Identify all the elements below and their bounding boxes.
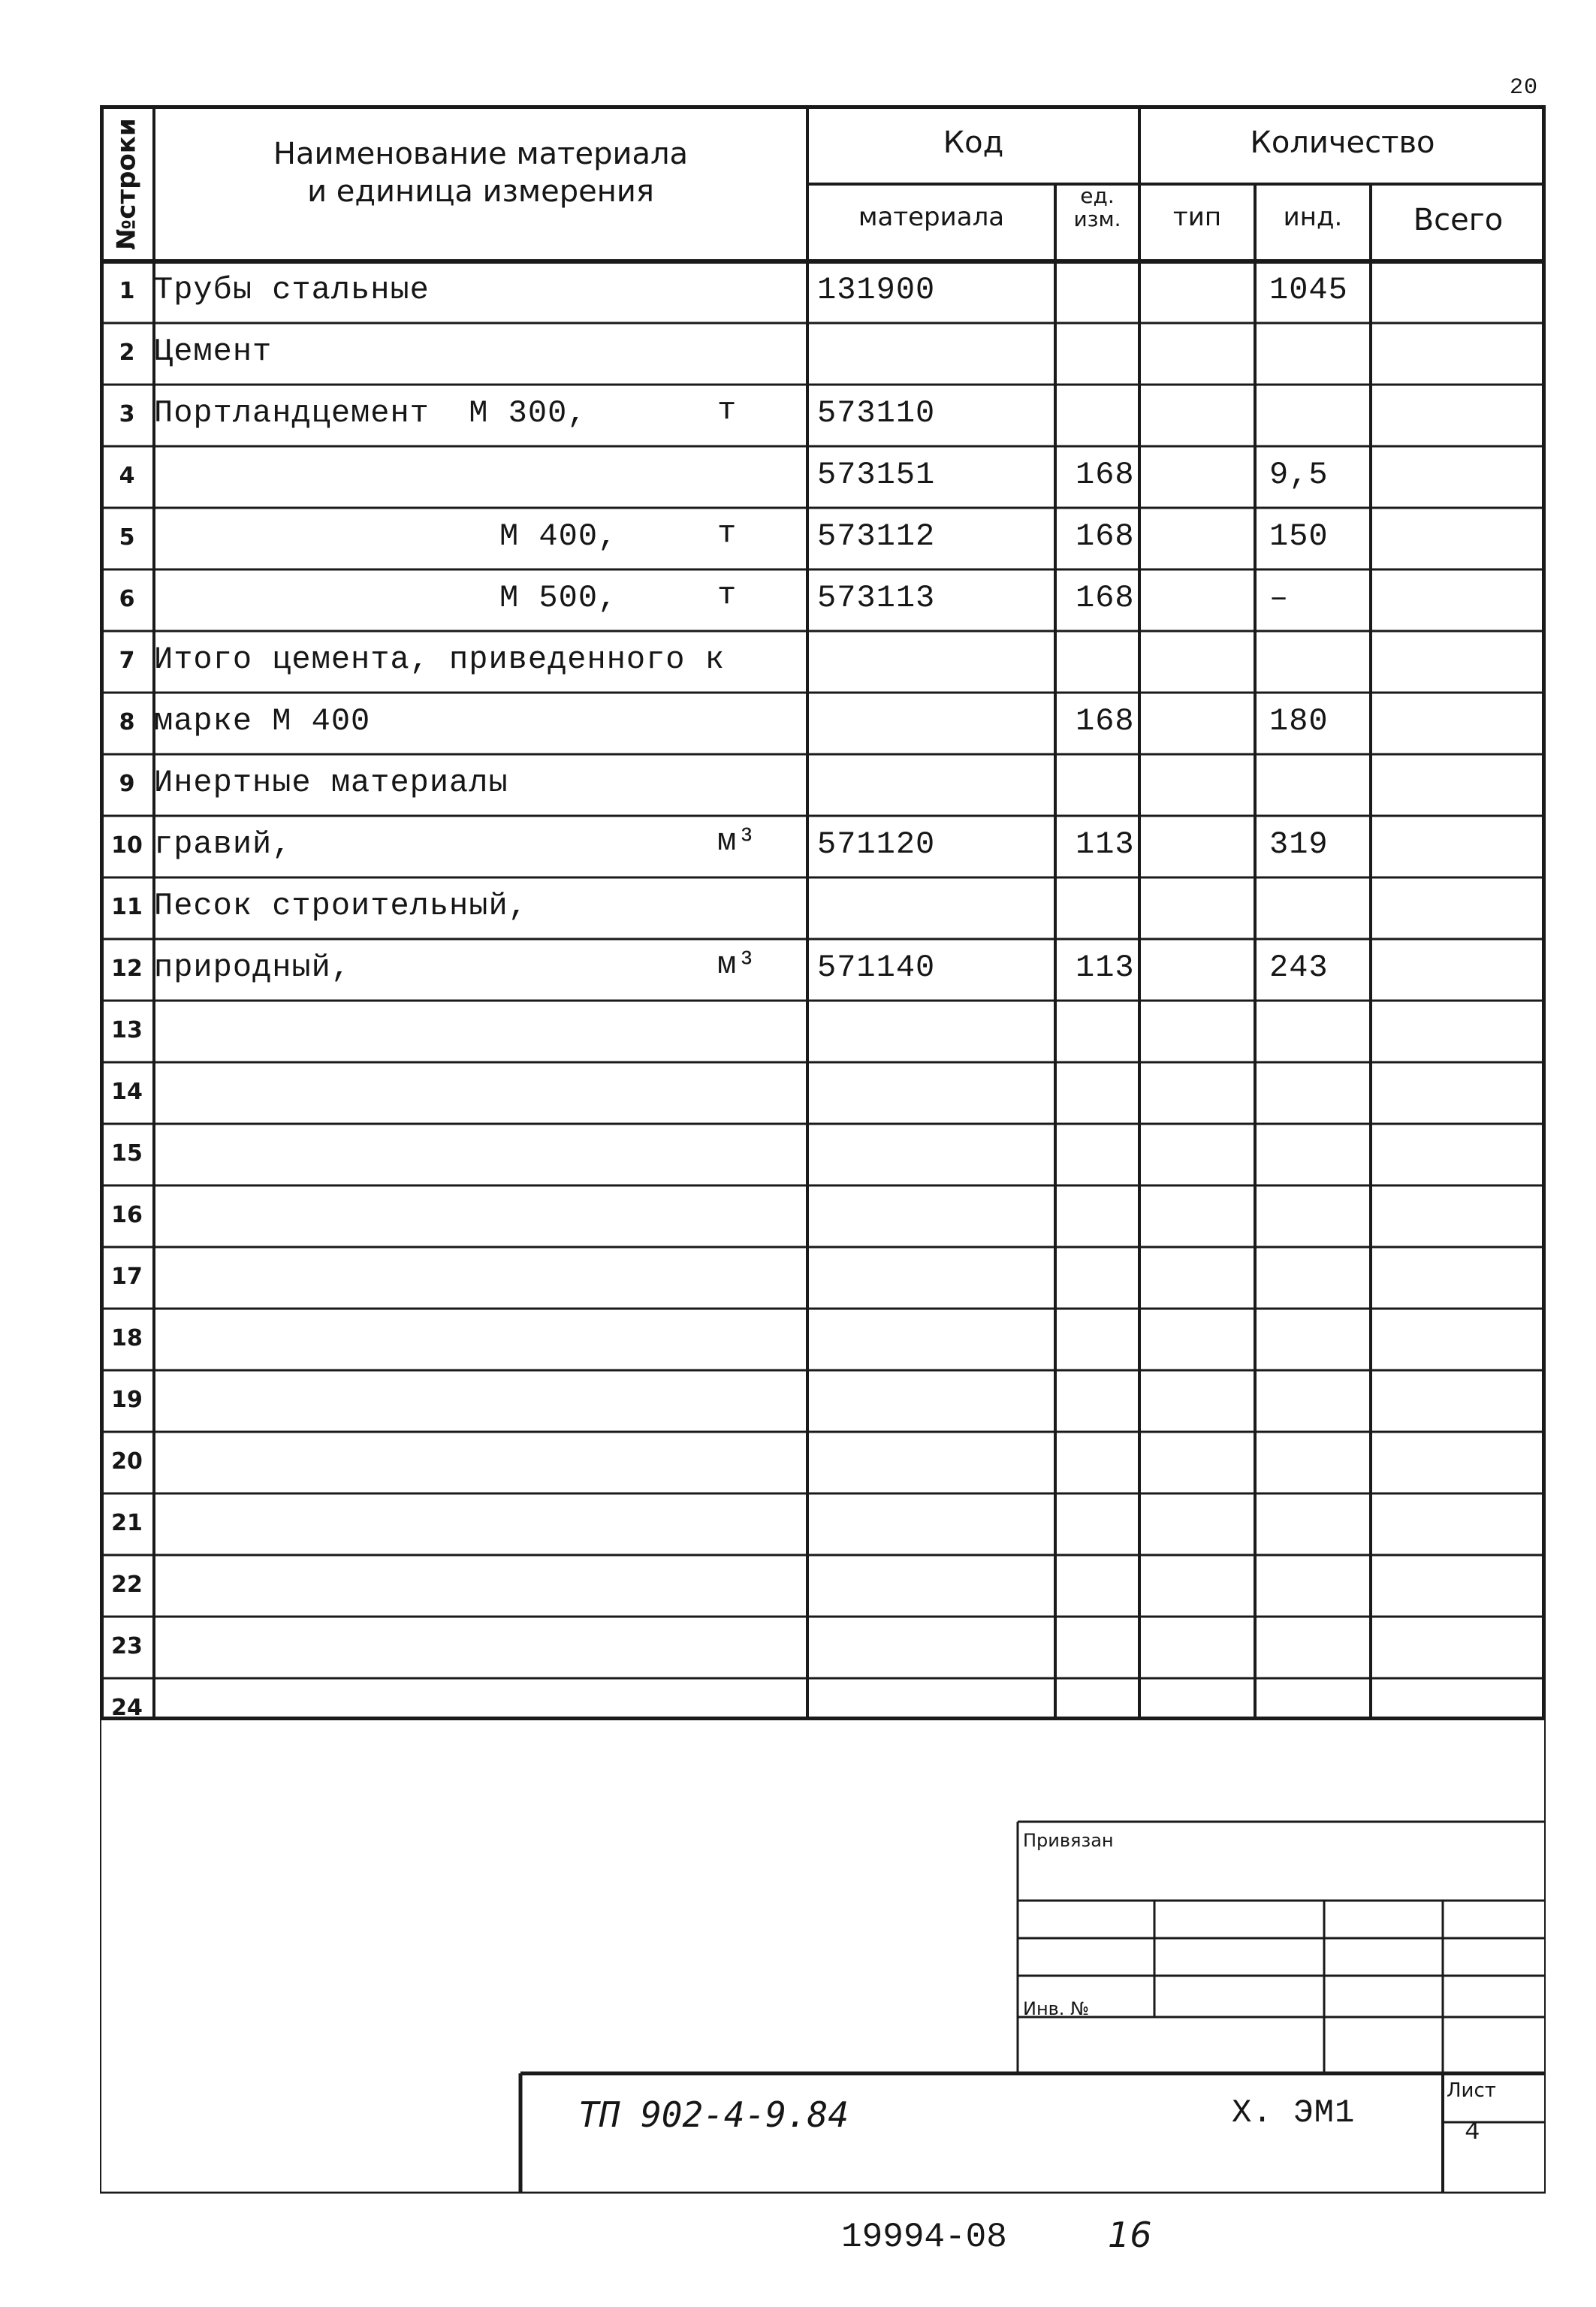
cell-code: 131900 — [817, 272, 936, 308]
row-number: 15 — [111, 1140, 143, 1167]
row-number: 23 — [111, 1633, 143, 1659]
row-number: 3 — [119, 401, 135, 427]
header-row-number: №строки — [112, 118, 142, 250]
table-row — [0, 1617, 1596, 1678]
table-row — [0, 1432, 1596, 1493]
cell-ed: 168 — [1076, 518, 1135, 554]
header-name-line2: и единица измерения — [307, 174, 654, 209]
header-quantity: Количество — [1250, 125, 1435, 160]
section-code: Х. ЭМ1 — [1232, 2094, 1356, 2132]
table-row — [0, 877, 1596, 939]
cell-ind: – — [1269, 580, 1290, 616]
cell-ed: 168 — [1076, 703, 1135, 739]
cell-code: 573151 — [817, 457, 936, 493]
header-qty-type: тип — [1172, 202, 1222, 232]
corner-mark: 20 — [1510, 75, 1539, 101]
cell-unit: м³ — [717, 947, 757, 983]
table-row — [0, 816, 1596, 877]
cell-ind: 180 — [1269, 703, 1329, 739]
cell-ind: 150 — [1269, 518, 1329, 554]
row-number: 5 — [119, 524, 135, 551]
cell-code: 573113 — [817, 580, 936, 616]
cell-unit: т — [717, 515, 738, 551]
table-row — [0, 939, 1596, 1001]
cell-name: М 500, — [499, 580, 618, 616]
cell-ind: 9,5 — [1269, 457, 1329, 493]
row-number: 24 — [111, 1695, 143, 1721]
table-row — [0, 385, 1596, 446]
table-row — [0, 261, 1596, 323]
table-row — [0, 569, 1596, 631]
cell-ed: 168 — [1076, 457, 1135, 493]
row-number: 16 — [111, 1202, 143, 1228]
row-number: 18 — [111, 1325, 143, 1351]
archive-code: 19994-08 — [841, 2218, 1007, 2257]
row-number: 12 — [111, 956, 143, 982]
cell-unit: м³ — [717, 823, 757, 859]
document-code: ТП 902-4-9.84 — [578, 2094, 849, 2135]
cell-name: Портландцемент М 300, — [154, 395, 587, 431]
cell-name: гравий, — [154, 826, 292, 862]
cell-ind: 1045 — [1269, 272, 1348, 308]
table-row — [0, 754, 1596, 816]
header-code: Код — [943, 125, 1004, 160]
cell-code: 573110 — [817, 395, 936, 431]
table-row — [0, 1124, 1596, 1185]
cell-ed: 113 — [1076, 950, 1135, 986]
row-number: 2 — [119, 340, 135, 366]
table-row — [0, 1062, 1596, 1124]
row-number: 4 — [119, 463, 135, 489]
row-number: 1 — [119, 278, 135, 304]
table-row — [0, 693, 1596, 754]
page-mark: 16 — [1108, 2215, 1152, 2255]
table-row — [0, 1247, 1596, 1309]
cell-code: 571140 — [817, 950, 936, 986]
sheet-label: Лист — [1447, 2079, 1496, 2102]
row-number: 17 — [111, 1264, 143, 1290]
row-number: 7 — [119, 648, 135, 674]
table-row — [0, 1555, 1596, 1617]
cell-name: Песок строительный, — [154, 888, 528, 924]
header-name — [154, 135, 807, 210]
table-row — [0, 1185, 1596, 1247]
row-number: 9 — [119, 771, 135, 797]
table-row — [0, 323, 1596, 385]
row-number: 22 — [111, 1572, 143, 1598]
cell-name: Трубы стальные — [154, 272, 430, 308]
cell-code: 571120 — [817, 826, 936, 862]
table-row — [0, 1001, 1596, 1062]
cell-unit: т — [717, 577, 738, 613]
row-number: 19 — [111, 1387, 143, 1413]
cell-ed: 168 — [1076, 580, 1135, 616]
row-number: 10 — [111, 832, 143, 859]
row-number: 21 — [111, 1510, 143, 1536]
row-number: 14 — [111, 1079, 143, 1105]
stamp-inv-label: Инв. № — [1023, 1998, 1090, 2019]
table-row — [0, 1370, 1596, 1432]
cell-code: 573112 — [817, 518, 936, 554]
cell-ind: 243 — [1269, 950, 1329, 986]
stamp-bound-label: Привязан — [1023, 1830, 1114, 1851]
table-row — [0, 1493, 1596, 1555]
cell-name: Итого цемента, приведенного к — [154, 642, 725, 678]
header-code-unit: ед. изм. — [1073, 183, 1121, 231]
row-number: 11 — [111, 894, 143, 920]
cell-name: Цемент — [154, 334, 273, 370]
cell-ind: 319 — [1269, 826, 1329, 862]
table-row — [0, 631, 1596, 693]
header-qty-total: Всего — [1413, 203, 1504, 237]
sheet-number: 4 — [1465, 2118, 1481, 2147]
row-number: 20 — [111, 1448, 143, 1475]
cell-name: М 400, — [499, 518, 618, 554]
row-number: 8 — [119, 709, 135, 735]
header-qty-ind: инд. — [1283, 202, 1343, 232]
cell-name: Инертные материалы — [154, 765, 508, 801]
row-number: 13 — [111, 1017, 143, 1043]
cell-ed: 113 — [1076, 826, 1135, 862]
table-row — [0, 508, 1596, 569]
cell-unit: т — [717, 392, 738, 428]
row-number: 6 — [119, 586, 135, 612]
cell-name: природный, — [154, 950, 351, 986]
cell-name: марке М 400 — [154, 703, 371, 739]
table-row — [0, 446, 1596, 508]
table-row — [0, 1309, 1596, 1370]
header-name-line1: Наименование материала — [273, 137, 689, 171]
header-code-material: материала — [858, 202, 1005, 232]
